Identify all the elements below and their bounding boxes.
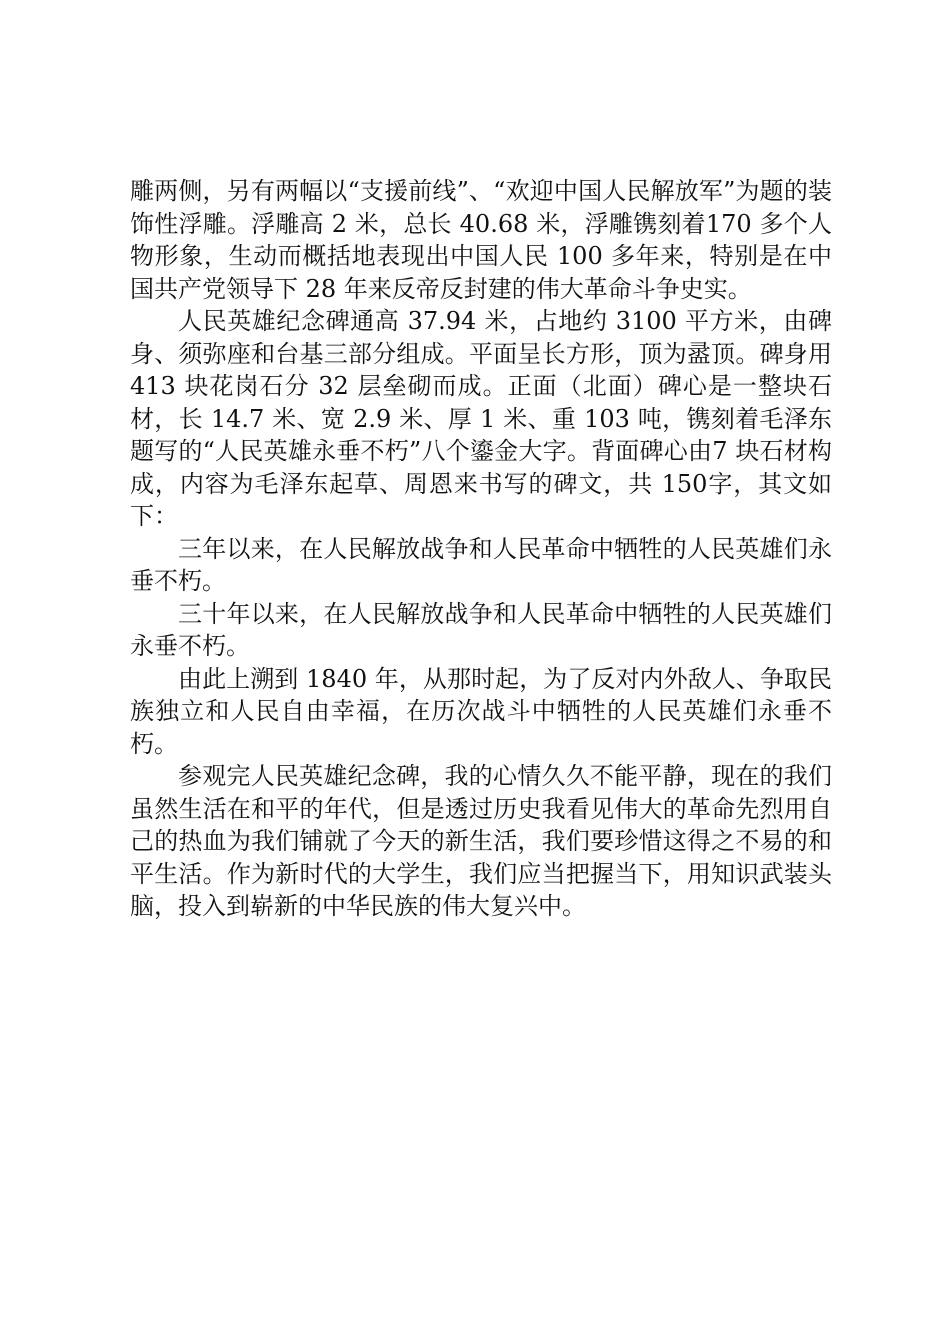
document-body [130, 175, 832, 923]
paragraph-reflection: 参观完人民英雄纪念碑，我的心情久久不能平静，现在的我们虽然生活在和平的年代，但是透过历史我看见伟大的革命先烈用自己的热血为我们铺就了今天的新生活，我们要珍惜这得之不易的和平生活。作为新时代的大学生，我们应当把握当下，用知识武装头脑，投入到崭新的中华民族的伟大复兴中。 [130, 762, 832, 920]
paragraph-inscription-thirty-years: 三十年以来，在人民解放战争和人民革命中牺牲的人民英雄们永垂不朽。 [130, 599, 832, 660]
paragraph-inscription-three-years: 三年以来，在人民解放战争和人民革命中牺牲的人民英雄们永垂不朽。 [130, 534, 832, 595]
paragraph-relief-description: 雕两侧，另有两幅以“支援前线”、“欢迎中国人民解放军”为题的装饰性浮雕。浮雕高 2 米，总长 40.68 米，浮雕镌刻着170 多个人物形象，生动而概括地表现出中国人民 100 多年来，特别是在中国共产党领导下 28 年来反帝反封建的伟大革命斗争史实。 [130, 177, 832, 303]
paragraph-inscription-since-1840: 由此上溯到 1840 年，从那时起，为了反对内外敌人、争取民族独立和人民自由幸福，在历次战斗中牺牲的人民英雄们永垂不朽。 [130, 664, 832, 758]
paragraph-monument-structure: 人民英雄纪念碑通高 37.94 米，占地约 3100 平方米，由碑身、须弥座和台基三部分组成。平面呈长方形，顶为盝顶。碑身用 413 块花岗石分 32 层垒砌而成。正面（北面）碑心是一整块石材，长 14.7 米、宽 2.9 米、厚 1 米、重 103 吨，镌刻着毛泽东题写的“人民英雄永垂不朽”八个鎏金大字。背面碑心由7 块石材构成，内容为毛泽东起草、周恩来书写的碑文，共 150字，其文如下： [130, 307, 832, 530]
